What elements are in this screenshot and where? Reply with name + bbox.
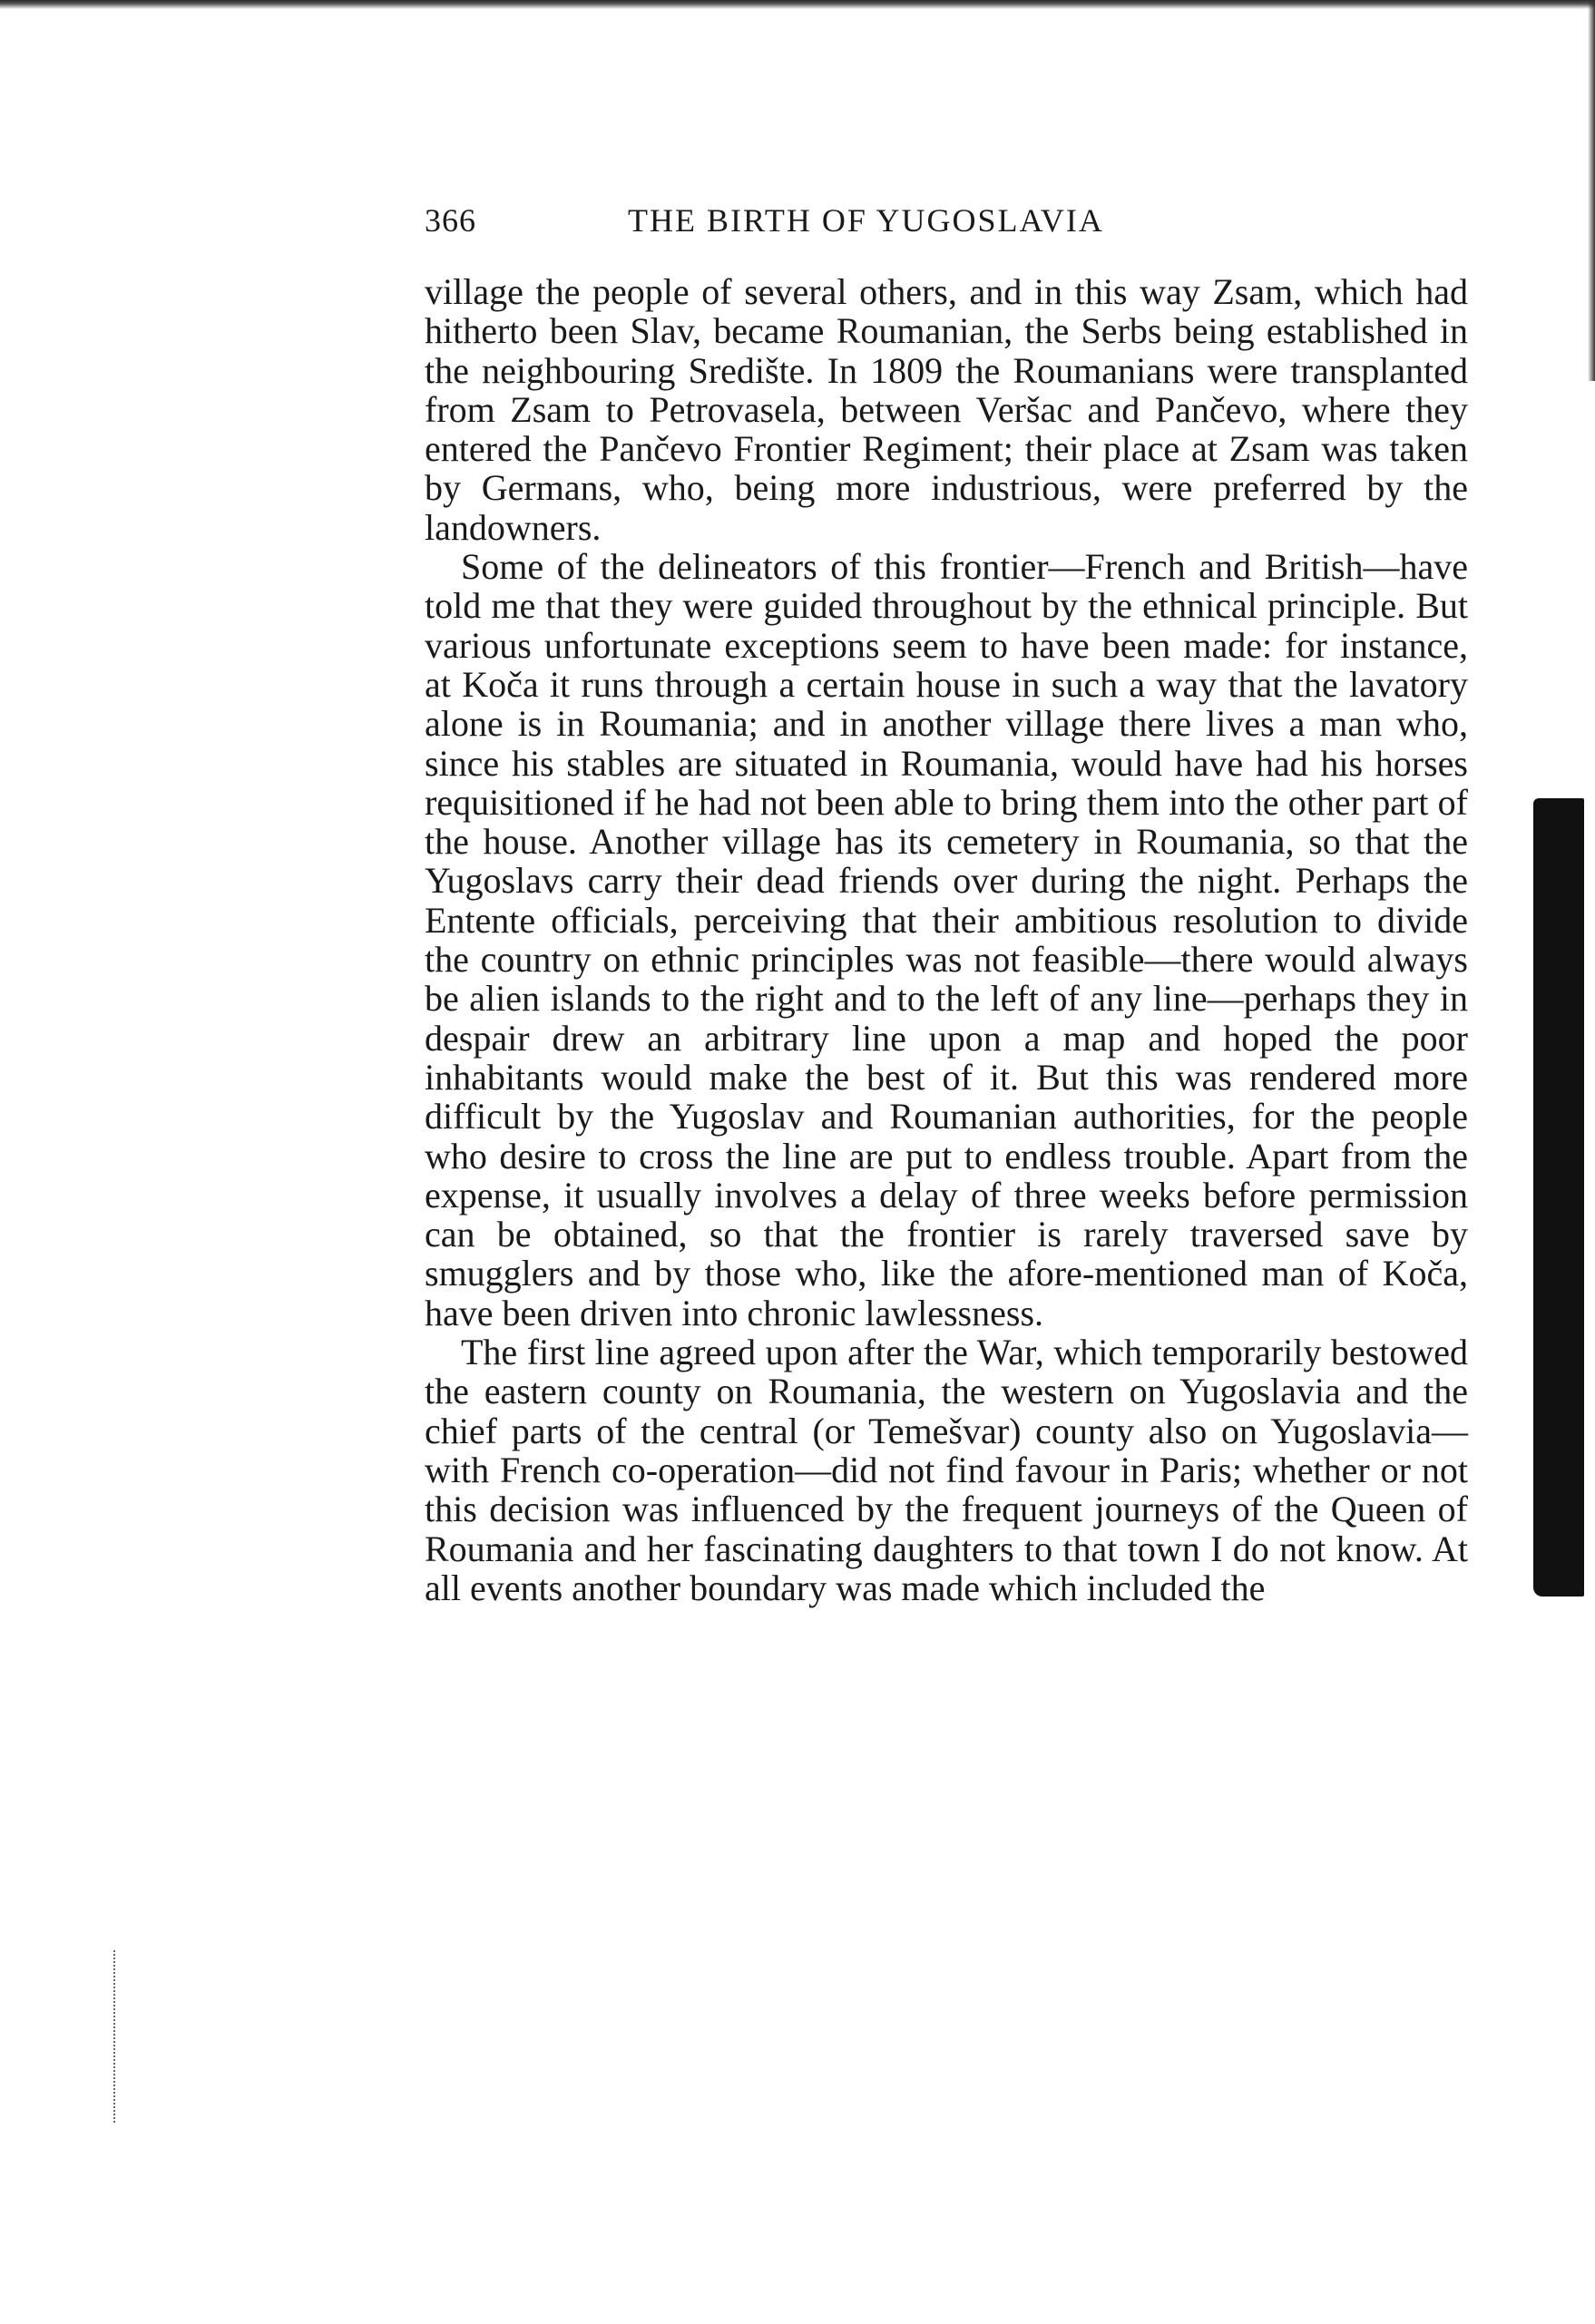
running-head: [425, 201, 1468, 252]
paragraph-3: The first line agreed upon after the War, which temporarily bestowed the eastern county on Roumania, the western on Yugoslavia and the chief parts of the central (or Temešvar) county also on Yugoslavia—with French co-operation—did not find favour in Paris; whether or not this decision was influenced by the frequent journeys of the Queen of Roumania and her fascinating daughters to that town I do not know. At all events another boundary was made which included the: [425, 1332, 1468, 1608]
paragraph-2: Some of the delineators of this frontier—French and British—have told me that they were guided throughout by the ethnical principle. But various unfortunate exceptions seem to have been made: for instance, at Koča it runs through a certain house in such a way that the lavatory alone is in Roumania; and in another village there lives a man who, since his stables are situated in Roumania, would have had his horses requisitioned if he had not been able to bring them into the other part of the house. Another village has its cemetery in Roumania, so that the Yugoslavs carry their dead friends over during the night. Perhaps the Entente officials, perceiving that their ambitious resolution to divide the country on ethnic principles was not feasible—there would always be alien islands to the right and to the left of any line—perhaps they in despair drew an arbitrary line upon a map and hoped the poor inhabitants would make the best of it. But this was rendered more difficult by the Yugoslav and Roumanian authorities, for the people who desire to cross the line are put to endless trouble. Apart from the expense, it usually involves a delay of three weeks before permission can be obtained, so that the frontier is rarely traversed save by smugglers and by those who, like the afore-mentioned man of Koča, have been driven into chronic lawlessness.: [425, 546, 1468, 1333]
scan-edge-shadow-right: [1588, 0, 1595, 381]
book-page: [425, 201, 1468, 1607]
page-number: 366: [425, 202, 476, 239]
binding-marks: [113, 1950, 119, 2123]
scan-edge-shadow-top: [0, 0, 1595, 9]
running-title: THE BIRTH OF YUGOSLAVIA: [628, 202, 1104, 239]
paragraph-1: village the people of several others, and in this way Zsam, which had hitherto been Slav, became Roumanian, the Serbs being established in the neighbouring Središte. In 1809 the Roumanians were transplanted from Zsam to Petrovasela, between Veršac and Pančevo, where they entered the Pančevo Frontier Regiment; their place at Zsam was taken by Germans, who, being more industrious, were preferred by the landowners.: [425, 271, 1468, 548]
body-text: [425, 272, 1468, 1607]
page-edge-thumb-tab: [1533, 798, 1584, 1597]
